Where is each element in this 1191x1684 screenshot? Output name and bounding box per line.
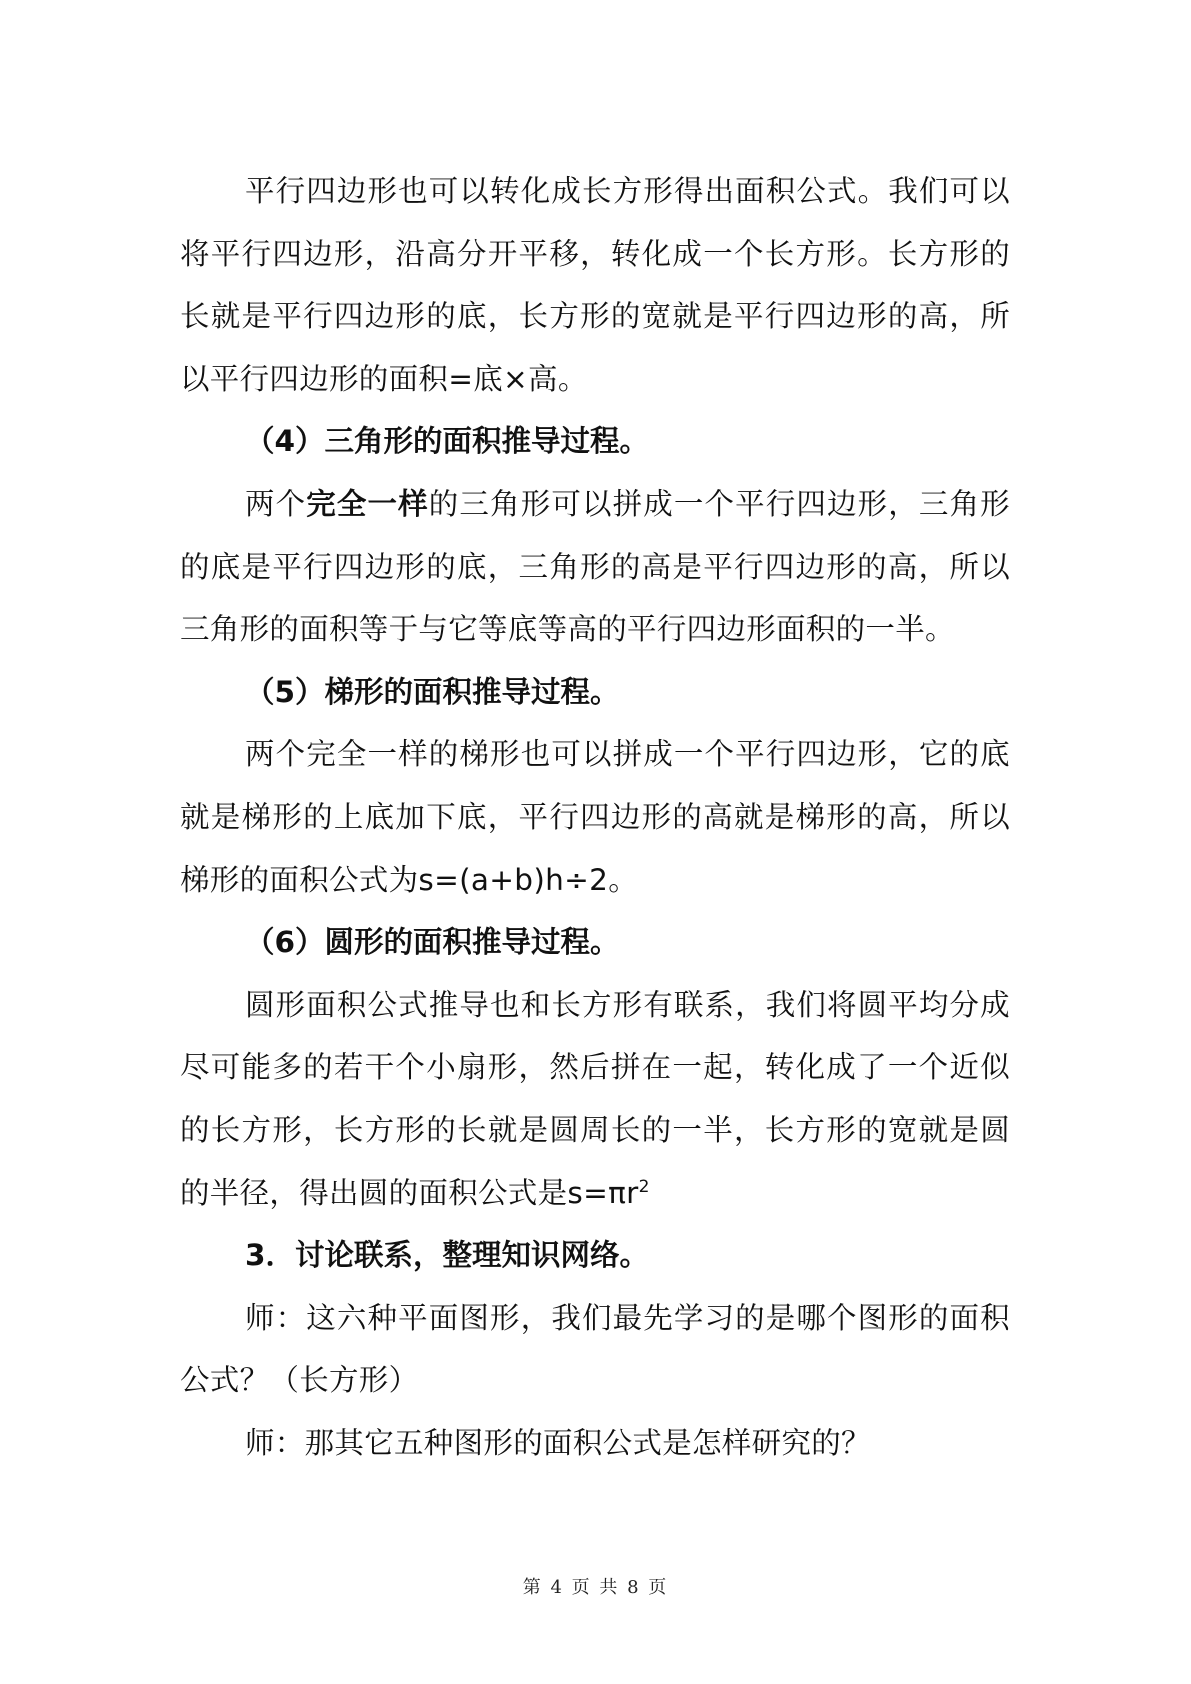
paragraph-triangle bbox=[180, 473, 1010, 661]
paragraph-circle bbox=[180, 974, 1010, 1224]
heading-trapezoid-area: （5）梯形的面积推导过程。 bbox=[245, 674, 620, 709]
paragraph-parallelogram: 平行四边形也可以转化成长方形得出面积公式。我们可以将平行四边形，沿高分开平移，转化成一个长方形。长方形的长就是平行四边形的底，长方形的宽就是平行四边形的高，所以平行四边形的面积=底×高。 bbox=[180, 174, 1010, 396]
paragraph-teacher-question-1: 师：这六种平面图形，我们最先学习的是哪个图形的面积公式？（长方形） bbox=[180, 1300, 1010, 1398]
heading-circle-area: （6）圆形的面积推导过程。 bbox=[245, 925, 620, 960]
paragraph-circle-text: 圆形面积公式推导也和长方形有联系，我们将圆平均分成尽可能多的若干个小扇形，然后拼在一起，转化成了一个近似的长方形，长方形的长就是圆周长的一半，长方形的宽就是圆的半径，得出圆的面积公式是s=πr bbox=[180, 987, 1010, 1210]
paragraph-triangle-rest: 的三角形可以拼成一个平行四边形，三角形的底是平行四边形的底，三角形的高是平行四边形的高，所以三角形的面积等于与它等底等高的平行四边形面积的一半。 bbox=[180, 486, 1010, 647]
paragraph-triangle-start: 两个 bbox=[245, 486, 307, 521]
heading-triangle-area: （4）三角形的面积推导过程。 bbox=[245, 424, 650, 459]
paragraph-trapezoid: 两个完全一样的梯形也可以拼成一个平行四边形，它的底就是梯形的上底加下底，平行四边形的高就是梯形的高，所以梯形的面积公式为s=(a+b)h÷2。 bbox=[180, 737, 1010, 897]
page-body bbox=[180, 160, 1010, 1474]
superscript-exponent: 2 bbox=[638, 1176, 650, 1197]
paragraph-teacher-question-2: 师：那其它五种图形的面积公式是怎样研究的？ bbox=[245, 1425, 871, 1460]
paragraph-triangle-bold: 完全一样 bbox=[306, 486, 429, 521]
heading-discussion: 3．讨论联系，整理知识网络。 bbox=[245, 1238, 650, 1273]
page-footer: 第 4 页 共 8 页 bbox=[522, 1577, 669, 1598]
